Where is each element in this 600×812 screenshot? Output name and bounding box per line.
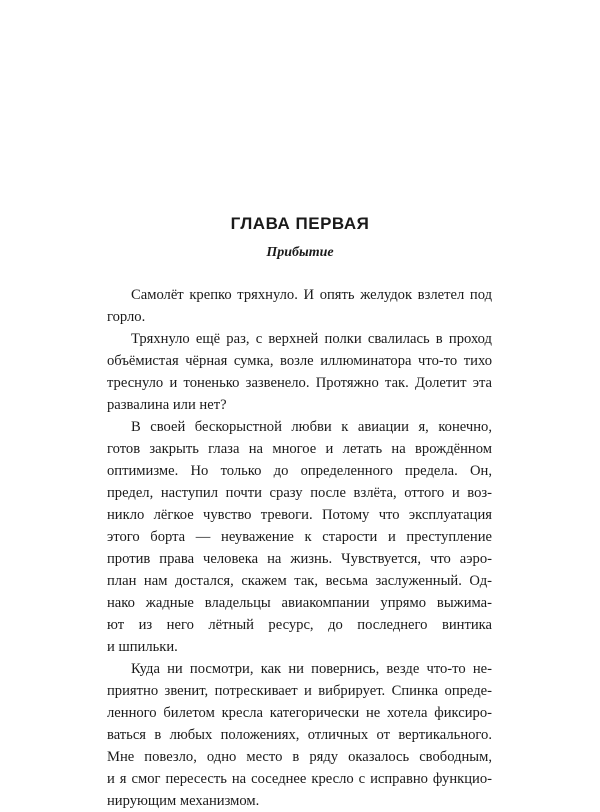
text-line: нако жадные владельцы авиакомпании упрямо выжима- — [107, 595, 492, 611]
text-line: Тряхнуло ещё раз, с верхней полки свалилась в проход — [131, 331, 492, 347]
text-line: план нам достался, скажем так, весьма заслуженный. Од- — [107, 573, 492, 589]
paragraph — [107, 416, 492, 658]
text-line: нирующим механизмом. — [107, 793, 260, 809]
text-line: треснуло и тоненько зазвенело. Протяжно так. Долетит эта — [107, 375, 492, 391]
text-line: ленного билетом кресла категорически не хотела фиксиро- — [107, 705, 492, 721]
text-line: готов закрыть глаза на многое и летать на врождённом — [107, 441, 492, 457]
body-text — [107, 284, 492, 812]
text-line: горло. — [107, 309, 146, 325]
paragraph — [107, 658, 492, 812]
text-line: предел, наступил почти сразу после взлёта, оттого и воз- — [107, 485, 492, 501]
paragraph — [107, 328, 492, 416]
text-line: ют из него лётный ресурс, до последнего винтика — [107, 617, 492, 633]
chapter-title: ГЛАВА ПЕРВАЯ — [230, 214, 370, 233]
text-line: Мне повезло, одно место в ряду оказалось свободным, — [107, 749, 492, 765]
text-line: и шпильки. — [107, 639, 178, 655]
text-line: оптимизме. Но только до определенного предела. Он, — [107, 463, 492, 479]
chapter-subtitle: Прибытие — [266, 245, 334, 260]
text-line: объёмистая чёрная сумка, возле иллюминатора что-то тихо — [107, 353, 492, 369]
paragraph — [107, 284, 492, 328]
text-line: приятно звенит, потрескивает и вибрирует. Спинка опреде- — [107, 683, 492, 699]
text-line: развалина или нет? — [107, 397, 227, 413]
text-line: никло лёгкое чувство тревоги. Потому что эксплуатация — [107, 507, 492, 523]
text-line: против права человека на жизнь. Чувствуется, что аэро- — [107, 551, 492, 567]
text-line: этого борта — неуважение к старости и преступление — [107, 529, 492, 545]
text-line: Самолёт крепко тряхнуло. И опять желудок взлетел под — [131, 287, 492, 303]
text-line: Куда ни посмотри, как ни повернись, везде что-то не- — [131, 661, 492, 677]
text-line: и я смог пересесть на соседнее кресло с исправно функцио- — [107, 771, 492, 787]
text-line: В своей бескорыстной любви к авиации я, конечно, — [131, 419, 492, 435]
text-line: ваться в любых положениях, отличных от вертикального. — [107, 727, 492, 743]
